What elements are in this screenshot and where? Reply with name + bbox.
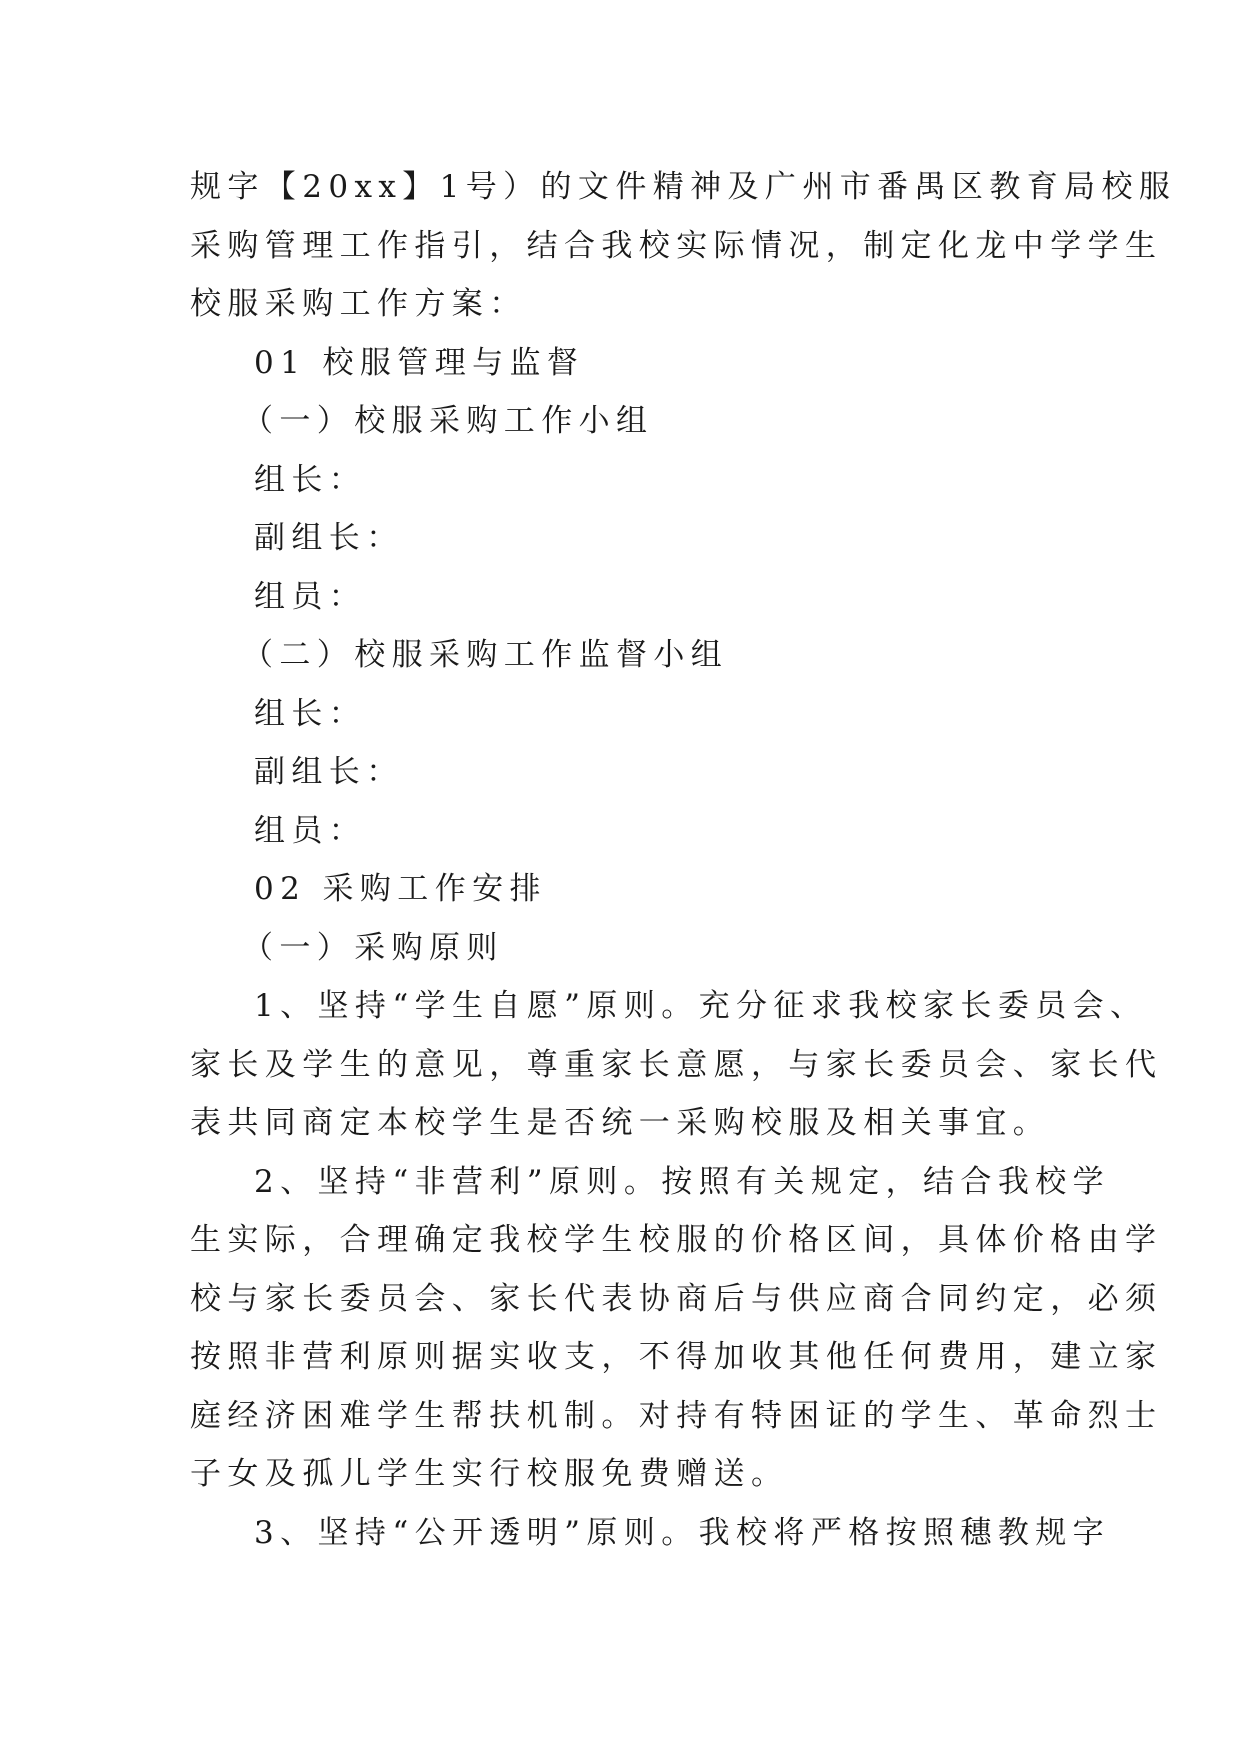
- subsection-heading: （一）校服采购工作小组: [242, 403, 654, 439]
- body-line: 2、坚持“非营利”原则。按照有关规定，结合我校学: [254, 1163, 1111, 1200]
- section-heading: 01 校服管理与监督: [254, 344, 585, 381]
- body-line: 表共同商定本校学生是否统一采购校服及相关事宜。: [190, 1105, 1051, 1141]
- body-line: 校服采购工作方案：: [190, 286, 527, 322]
- body-line: 按照非营利原则据实收支，不得加收其他任何费用，建立家: [190, 1339, 1163, 1375]
- body-line: 庭经济困难学生帮扶机制。对持有特困证的学生、革命烈士: [190, 1397, 1163, 1434]
- role-label: 组长：: [254, 695, 367, 732]
- role-label: 组员：: [254, 578, 367, 615]
- body-line: 规字【20xx】1号）的文件精神及广州市番禺区教育局校服: [190, 169, 1177, 205]
- body-line: 校与家长委员会、家长代表协商后与供应商合同约定，必须: [190, 1280, 1163, 1317]
- subsection-heading: （二）校服采购工作监督小组: [242, 637, 729, 673]
- role-label: 副组长：: [254, 754, 404, 790]
- section-heading: 02 采购工作安排: [254, 871, 547, 907]
- body-line: 1、坚持“学生自愿”原则。充分征求我校家长委员会、: [254, 988, 1148, 1024]
- body-line: 3、坚持“公开透明”原则。我校将严格按照穗教规字: [254, 1514, 1111, 1551]
- document-page: [190, 158, 1177, 1562]
- subsection-heading: （一）采购原则: [242, 929, 504, 966]
- role-label: 组长：: [254, 461, 367, 498]
- body-line: 生实际，合理确定我校学生校服的价格区间，具体价格由学: [190, 1222, 1163, 1258]
- role-label: 组员：: [254, 812, 367, 849]
- body-line: 子女及孤儿学生实行校服免费赠送。: [190, 1456, 789, 1492]
- body-line: 采购管理工作指引，结合我校实际情况，制定化龙中学学生: [190, 227, 1163, 264]
- body-line: 家长及学生的意见，尊重家长意愿，与家长委员会、家长代: [190, 1046, 1163, 1083]
- role-label: 副组长：: [254, 520, 404, 556]
